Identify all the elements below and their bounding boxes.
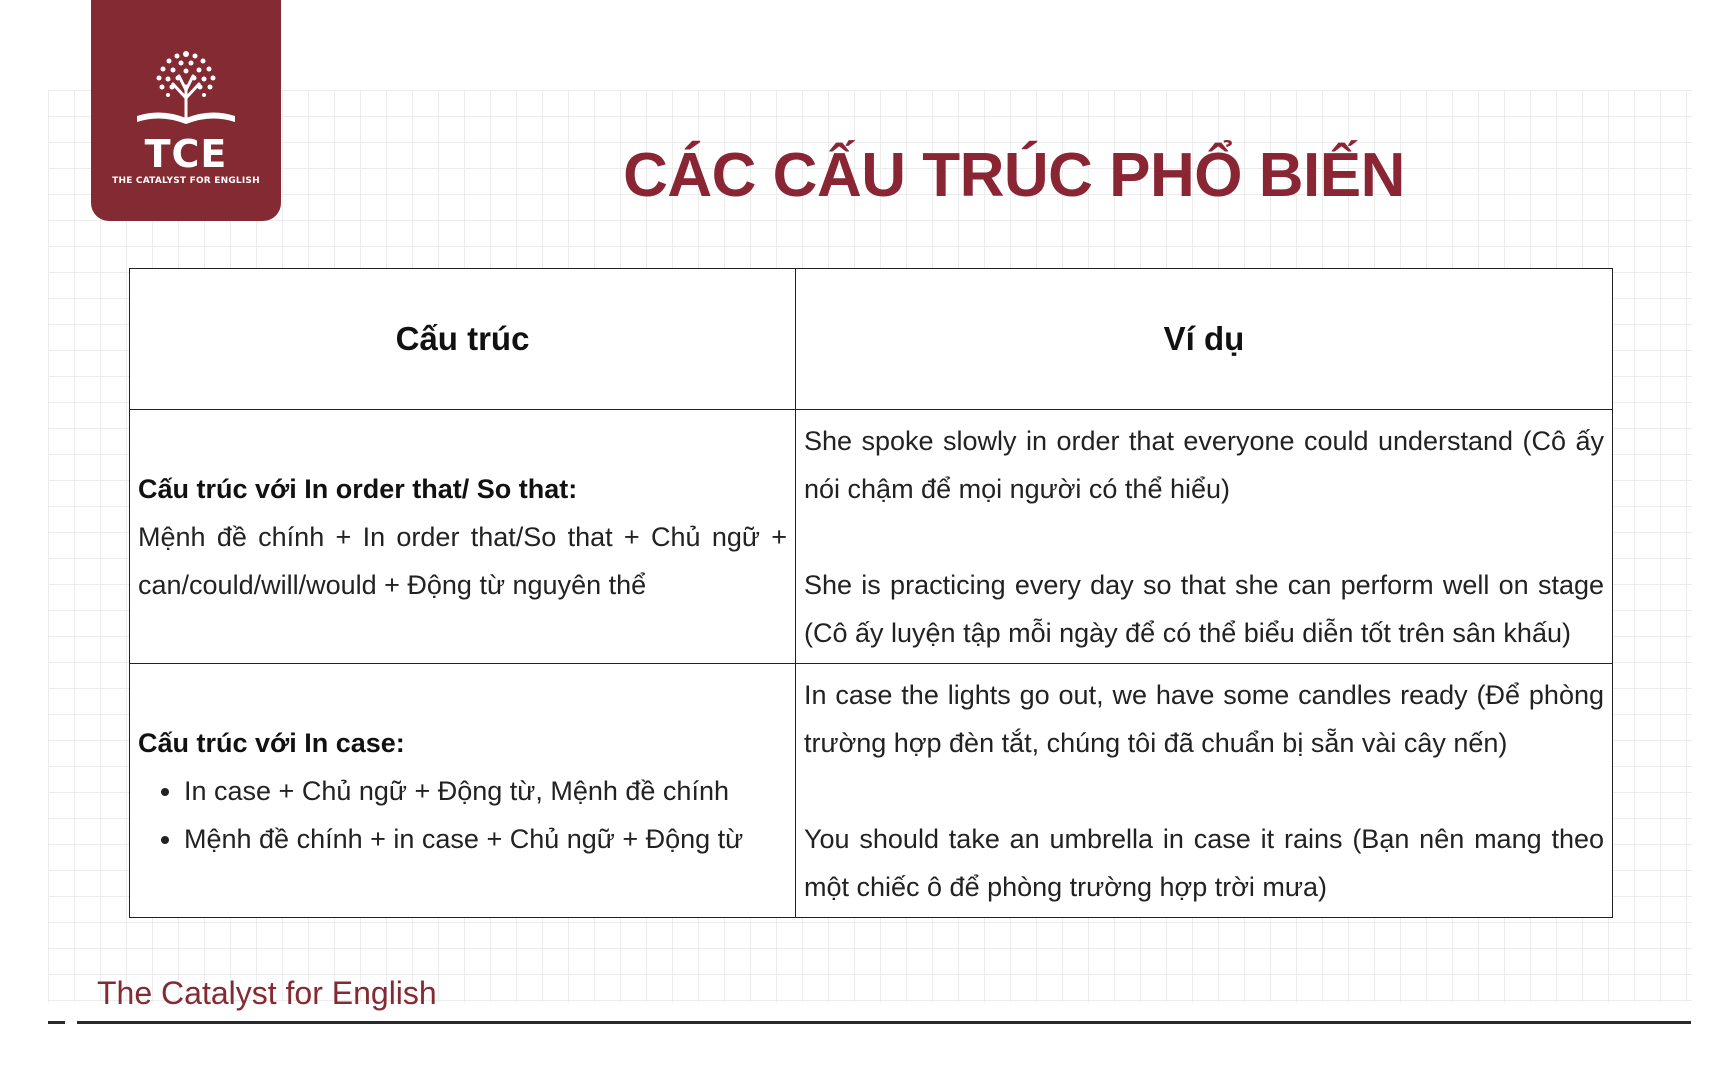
table-header-row xyxy=(130,269,1613,410)
page-title: CÁC CẤU TRÚC PHỔ BIẾN xyxy=(623,141,1405,210)
footer-divider xyxy=(77,1021,1691,1024)
list-item: • In case + Chủ ngữ + Động từ, Mệnh đề chính xyxy=(184,767,787,815)
table-row xyxy=(130,410,1613,664)
logo-text: TCE xyxy=(144,132,228,176)
footer-divider xyxy=(48,1021,65,1024)
logo xyxy=(91,0,281,221)
example-text: She is practicing every day so that she can perform well on stage (Cô ấy luyện tập mỗi ngày để có thể biểu diễn tốt trên sân khấu) xyxy=(804,569,1604,648)
structure-formula: Mệnh đề chính + In order that/So that + Chủ ngữ + can/could/will/would + Động từ nguyên thể xyxy=(138,521,787,600)
structure-cell xyxy=(130,664,796,918)
header-structure: Cấu trúc xyxy=(130,269,796,410)
header-example: Ví dụ xyxy=(796,269,1613,410)
structure-table xyxy=(129,268,1613,918)
structure-bullet-list xyxy=(138,767,787,863)
list-item: • Mệnh đề chính + in case + Chủ ngữ + Động từ xyxy=(184,815,787,863)
footer-text: The Catalyst for English xyxy=(97,975,437,1011)
example-text: She spoke slowly in order that everyone could understand (Cô ấy nói chậm để mọi người có thể hiểu) xyxy=(804,425,1604,504)
table-row xyxy=(130,664,1613,918)
structure-label: Cấu trúc với In order that/ So that: xyxy=(138,473,578,504)
example-cell xyxy=(796,664,1613,918)
structure-cell xyxy=(130,410,796,664)
example-cell xyxy=(796,410,1613,664)
structure-label: Cấu trúc với In case: xyxy=(138,727,405,758)
tree-book-icon xyxy=(133,46,239,130)
example-text: You should take an umbrella in case it rains (Bạn nên mang theo một chiếc ô để phòng trường hợp trời mưa) xyxy=(804,823,1604,902)
logo-subtitle: THE CATALYST FOR ENGLISH xyxy=(112,176,260,186)
example-text: In case the lights go out, we have some candles ready (Để phòng trường hợp đèn tắt, chúng tôi đã chuẩn bị sẵn vài cây nến) xyxy=(804,679,1604,758)
